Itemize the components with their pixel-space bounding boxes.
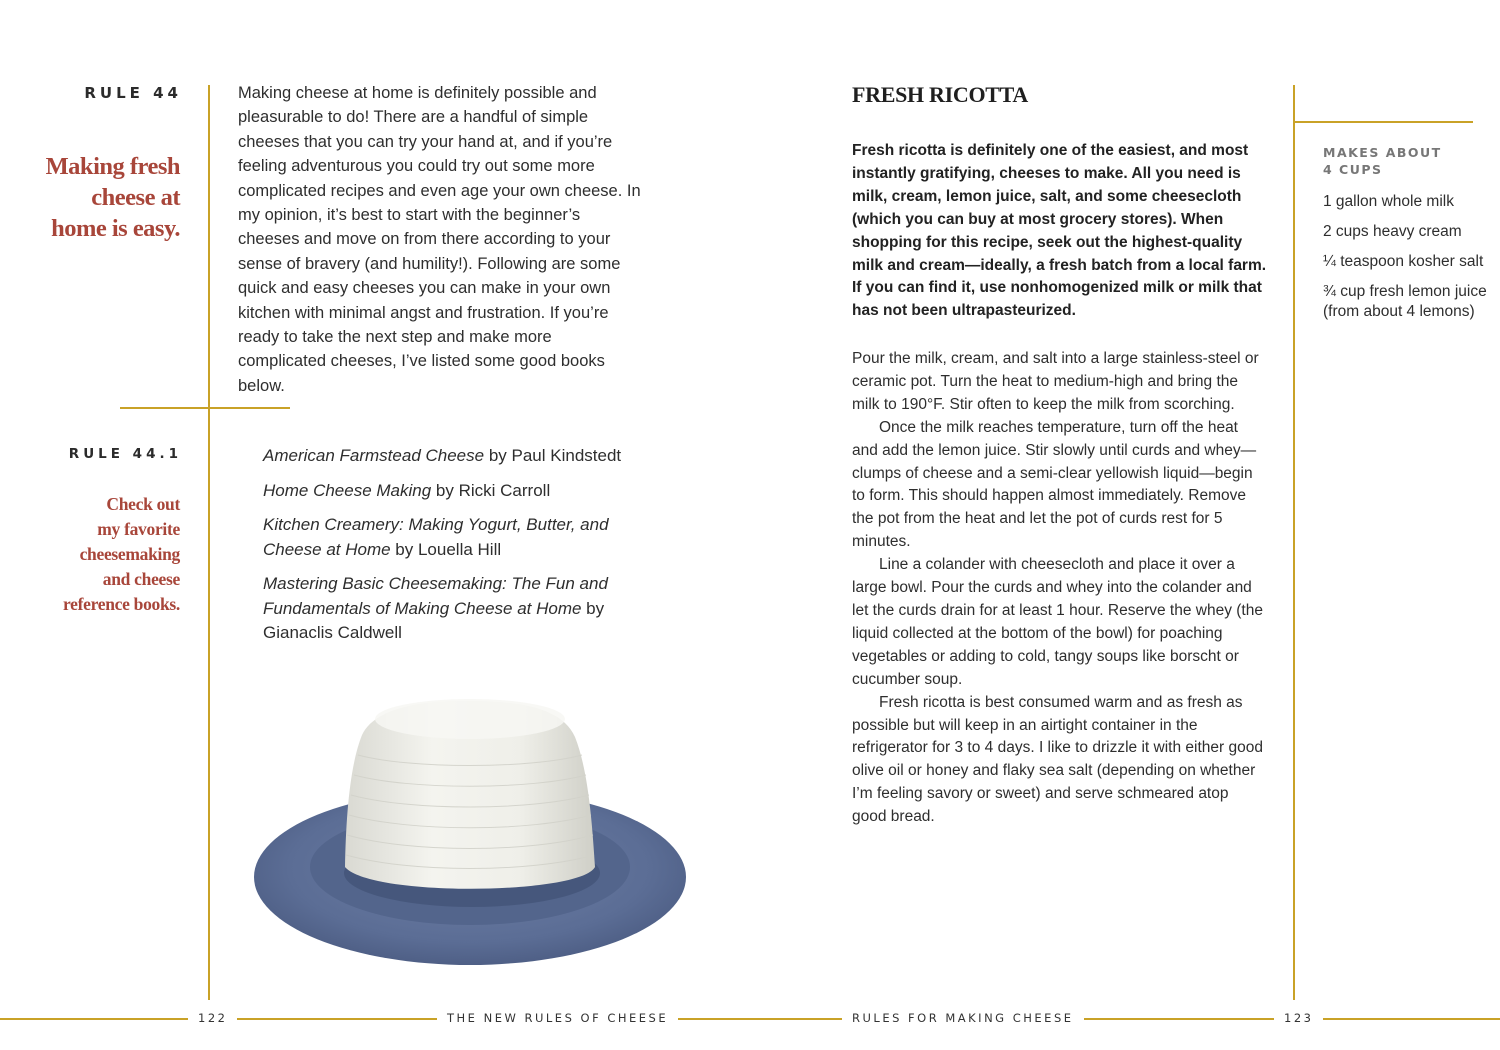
pull-quote-line: Making fresh <box>45 153 180 180</box>
book-item <box>263 479 638 504</box>
rule-44-1-label: RULE 44.1 <box>68 446 182 462</box>
rule-44-pull-quote <box>46 151 180 244</box>
left-vertical-rule <box>208 85 210 1000</box>
yield-line: 4 CUPS <box>1323 162 1383 177</box>
ingredient-item: 2 cups heavy cream <box>1323 223 1462 240</box>
book-author: by Paul Kindstedt <box>484 446 622 465</box>
pull-quote-line: and cheese <box>102 569 180 589</box>
footer-book-title: THE NEW RULES OF CHEESE <box>437 1011 678 1025</box>
recipe-title: FRESH RICOTTA <box>852 82 1028 107</box>
book-item <box>263 513 638 562</box>
book-list <box>263 444 638 656</box>
cheese-top <box>375 699 565 739</box>
book-author: by Louella Hill <box>390 539 502 559</box>
pull-quote-line: cheesemaking <box>79 544 180 564</box>
pull-quote-line: Check out <box>106 494 180 514</box>
recipe-step: Fresh ricotta is best consumed warm and as fresh as possible but will keep in an airtight container in the refrigerator for 3 to 4 days. I like to drizzle it with either good olive oil or honey and flaky sea salt (depending on whether I’m feeling savory or sweet) and serve schmeared atop good bread. <box>852 693 1263 826</box>
ricotta-on-plate-illustration <box>250 695 695 965</box>
page-number-left: 122 <box>188 1011 237 1025</box>
recipe-step: Once the milk reaches temperature, turn off the heat and add the lemon juice. Stir slowly until curds and whey—clumps of cheese and a semi-clear yellowish liquid—begin to form. This should happen almost immediately. Remove the pot from the heat and let the pot of curds rest for 5 minutes. <box>852 418 1257 551</box>
ingredient-item: ¼ teaspoon kosher salt <box>1323 253 1484 270</box>
rule-44-1-pull-quote <box>63 492 180 617</box>
pull-quote-line: reference books. <box>62 594 180 614</box>
book-author: by Ricki Carroll <box>431 480 551 500</box>
ingredient-list <box>1323 192 1488 332</box>
recipe-yield <box>1323 144 1442 178</box>
recipe-step: Line a colander with cheesecloth and place it over a large bowl. Pour the curds and whey into the colander and let the curds drain for at least 1 hour. Reserve the whey (the liquid collected at the bottom of the bowl) for poaching vegetables or adding to cold, tangy soups like borscht or cucumber soup. <box>852 556 1263 688</box>
rule-44-label: RULE 44 <box>84 84 182 102</box>
book-title: Home Cheese Making <box>263 480 432 500</box>
pull-quote-line: cheese at <box>91 184 180 211</box>
page-number-right: 123 <box>1274 1011 1323 1025</box>
right-horizontal-rule <box>1293 121 1473 123</box>
pull-quote-line: home is easy. <box>51 215 180 242</box>
ingredient-item: 1 gallon whole milk <box>1323 193 1454 210</box>
book-item <box>263 572 638 646</box>
left-horizontal-rule <box>120 407 290 409</box>
recipe-intro: Fresh ricotta is definitely one of the easiest, and most instantly gratifying, cheeses to make. All you need is milk, cream, lemon juice, salt, and some cheesecloth (which you can buy at most grocery stores). When shopping for this recipe, seek out the highest-quality milk and cream—ideally, a fresh batch from a local farm. If you can find it, use nonhomogenized milk or milk that has not been ultrapasteurized. <box>852 142 1267 320</box>
ingredient-item: ¾ cup fresh lemon juice (from about 4 lemons) <box>1323 283 1487 320</box>
book-title: Kitchen Creamery: Making Yogurt, Butter, and Cheese at Home <box>263 515 609 559</box>
recipe-steps <box>852 348 1267 829</box>
book-author: by Gianaclis Caldwell <box>263 598 605 642</box>
book-title: American Farmstead Cheese <box>263 446 485 465</box>
recipe-step: Pour the milk, cream, and salt into a large stainless-steel or ceramic pot. Turn the heat to medium-high and bring the milk to 190°F. Stir often to keep the milk from scorching. <box>852 350 1259 413</box>
book-item <box>263 444 638 469</box>
rule-44-body: Making cheese at home is definitely possible and pleasurable to do! There are a handful of simple cheeses that you can try your hand at, and if you’re feeling adventurous you could try out some more complicated recipes and even age your own cheese. In my opinion, it’s best to start with the beginner’s cheeses and move on from there according to your sense of bravery (and humility!). Following are some quick and easy cheeses you can make in your own kitchen with minimal angst and frustration. If you’re ready to take the next step and make more complicated cheeses, I’ve listed some good books below. <box>238 84 641 395</box>
right-vertical-rule <box>1293 85 1295 1000</box>
footer-chapter-title: RULES FOR MAKING CHEESE <box>842 1011 1084 1025</box>
pull-quote-line: my favorite <box>97 519 180 539</box>
book-title: Mastering Basic Cheesemaking: The Fun and Fundamentals of Making Cheese at Home <box>263 574 608 618</box>
yield-line: MAKES ABOUT <box>1323 145 1442 160</box>
